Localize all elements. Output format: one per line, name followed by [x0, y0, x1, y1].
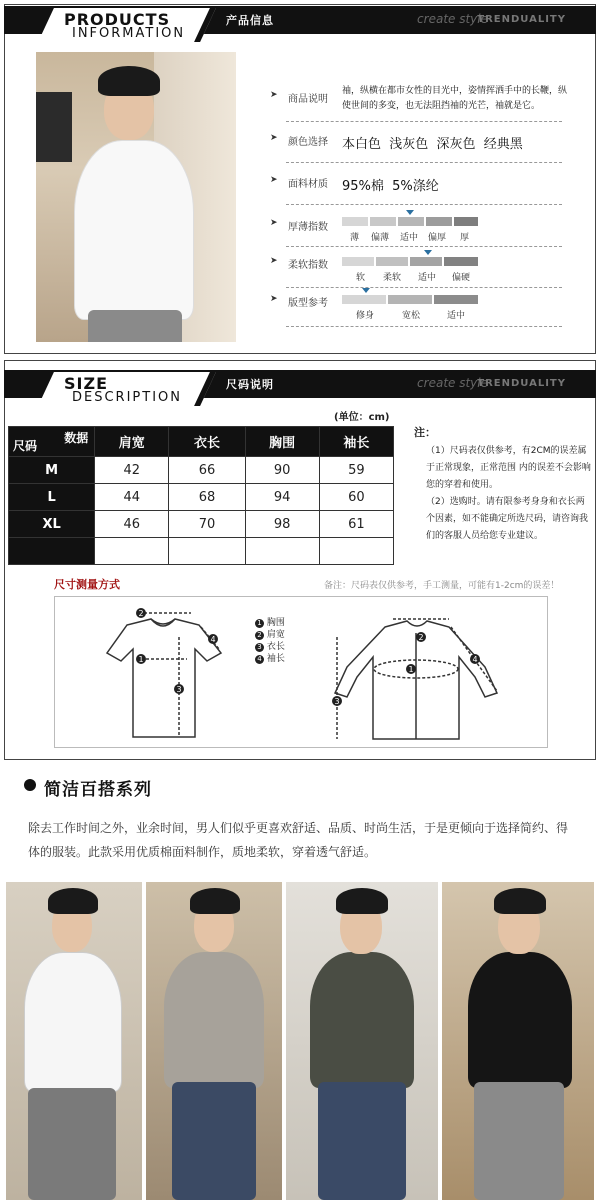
- legend-item: 4 袖长: [255, 653, 285, 665]
- arrow-icon: ➤: [270, 294, 278, 304]
- scale-level: 偏硬: [452, 273, 471, 283]
- products-subtitle-en: INFORMATION: [72, 26, 186, 41]
- color-options: 本白色 浅灰色 深灰色 经典黑: [342, 137, 523, 152]
- scale-level: 偏厚: [428, 233, 447, 243]
- svg-text:4: 4: [210, 635, 216, 644]
- scale-level: 柔软: [383, 273, 402, 283]
- table-row: [9, 457, 394, 484]
- size-label: XL: [9, 511, 95, 538]
- products-title-en: PRODUCTS: [64, 10, 171, 29]
- info-label: 面料材质: [288, 179, 328, 190]
- table-cell: 98: [245, 511, 319, 538]
- scale-level: 软: [356, 273, 366, 283]
- measure-legend: [255, 617, 285, 665]
- table-cell: 68: [169, 484, 245, 511]
- svg-text:3: 3: [176, 685, 182, 694]
- size-header: [4, 370, 596, 408]
- scale-level: 偏薄: [371, 233, 390, 243]
- softness-scale-bar: [342, 257, 478, 266]
- table-cell: 59: [319, 457, 393, 484]
- note-item: （1）尺码表仅供参考，有2CM的误差属于正常现象，正常范围 内的误差不会影响您的穿着和使用。: [426, 446, 591, 490]
- table-cell: 94: [245, 484, 319, 511]
- svg-text:1: 1: [408, 665, 414, 674]
- table-cell: 70: [169, 511, 245, 538]
- size-title-en: SIZE: [64, 374, 109, 393]
- product-main-photo: [36, 52, 236, 342]
- info-label: 版型参考: [288, 298, 328, 309]
- divider: [286, 326, 562, 327]
- size-label: M: [9, 457, 95, 484]
- column-header: 胸围: [245, 427, 319, 457]
- table-cell: 60: [319, 484, 393, 511]
- unit-label: (单位：cm): [334, 412, 390, 423]
- info-label: 柔软指数: [288, 260, 328, 271]
- description-text: 袖，纵横在都市女性的目光中，姿情挥洒手中的长鞭，纵使世间的多变，也无法阻挡袖的光芒，袖就是它。: [342, 86, 568, 111]
- svg-text:1: 1: [138, 655, 144, 664]
- scale-marker-icon: [424, 250, 432, 255]
- scale-level: 适中: [447, 311, 466, 321]
- series-description: 除去工作时间之外，业余时间，男人们似乎更喜欢舒适、品质、时尚生活，于是更倾向于选择简约、得体的服装。此款采用优质棉面料制作，质地柔软，穿着透气舒适。: [28, 821, 569, 859]
- table-header-row: [9, 427, 394, 457]
- size-table: [8, 426, 394, 565]
- divider: [286, 204, 562, 205]
- size-notes: [414, 424, 592, 545]
- info-label: 商品说明: [288, 94, 328, 105]
- model-photo-light-gray: [146, 882, 282, 1200]
- note-item: （2）选购时。请有限参考身身和衣长两个因素，如不能确定所选尺码，请咨询我们的客服人员给您专业建议。: [426, 497, 589, 541]
- table-row-empty: [9, 538, 394, 565]
- size-subtitle-en: DESCRIPTION: [72, 390, 182, 405]
- info-label: 厚薄指数: [288, 222, 328, 233]
- scale-level: 薄: [350, 233, 360, 243]
- scale-level: 适中: [418, 273, 437, 283]
- brand-trenduality: TRENDUALITY: [477, 14, 566, 25]
- table-row: [9, 484, 394, 511]
- scale-level: 宽松: [402, 311, 421, 321]
- legend-item: 1 胸围: [255, 617, 285, 629]
- corner-bottom-label: 尺码: [13, 439, 38, 453]
- products-title-cn: 产品信息: [226, 14, 274, 27]
- tshirt-diagram: [55, 597, 549, 749]
- scale-level: 修身: [356, 311, 375, 321]
- table-cell: 44: [95, 484, 169, 511]
- fit-scale-bar: [342, 295, 478, 304]
- corner-top-label: 数据: [64, 431, 89, 445]
- products-header: [4, 6, 596, 44]
- model-photo-black: [442, 882, 594, 1200]
- arrow-icon: ➤: [270, 175, 278, 185]
- scale-marker-icon: [362, 288, 370, 293]
- column-header: 袖长: [319, 427, 393, 457]
- table-cell: 42: [95, 457, 169, 484]
- info-label: 颜色选择: [288, 137, 328, 148]
- arrow-icon: ➤: [270, 90, 278, 100]
- column-header: 衣长: [169, 427, 245, 457]
- table-cell: 90: [245, 457, 319, 484]
- measure-note: 备注：尺码表仅供参考，手工测量，可能有1-2cm的误差！: [324, 581, 560, 591]
- arrow-icon: ➤: [270, 218, 278, 228]
- arrow-icon: ➤: [270, 256, 278, 266]
- table-row: [9, 511, 394, 538]
- model-photo-white: [6, 882, 142, 1200]
- table-cell: 66: [169, 457, 245, 484]
- measure-diagram-box: [54, 596, 548, 748]
- material-value: 95%棉 5%涤纶: [342, 179, 439, 194]
- arrow-icon: ➤: [270, 133, 278, 143]
- size-label: L: [9, 484, 95, 511]
- table-corner: [9, 427, 95, 457]
- svg-text:2: 2: [418, 633, 424, 642]
- scale-marker-icon: [406, 210, 414, 215]
- divider: [286, 162, 562, 163]
- divider: [286, 246, 562, 247]
- svg-text:3: 3: [334, 697, 340, 706]
- measure-title: 尺寸测量方式: [54, 578, 120, 591]
- table-cell: 61: [319, 511, 393, 538]
- series-title: 简洁百搭系列: [44, 780, 152, 800]
- legend-item: 3 衣长: [255, 641, 285, 653]
- column-header: 肩宽: [95, 427, 169, 457]
- brand-trenduality: TRENDUALITY: [477, 378, 566, 389]
- divider: [286, 287, 562, 288]
- scale-level: 厚: [460, 233, 470, 243]
- bullet-icon: [24, 779, 36, 791]
- table-cell: 46: [95, 511, 169, 538]
- thickness-scale-bar: [342, 217, 478, 226]
- size-title-cn: 尺码说明: [226, 378, 274, 391]
- model-photo-dark-gray: [286, 882, 438, 1200]
- brand-create-style: create style: [417, 12, 488, 26]
- divider: [286, 121, 562, 122]
- notes-title: 注：: [414, 426, 436, 439]
- legend-item: 2 肩宽: [255, 629, 285, 641]
- svg-text:2: 2: [138, 609, 144, 618]
- svg-text:4: 4: [472, 655, 478, 664]
- scale-level: 适中: [400, 233, 419, 243]
- brand-create-style: create style: [417, 376, 488, 390]
